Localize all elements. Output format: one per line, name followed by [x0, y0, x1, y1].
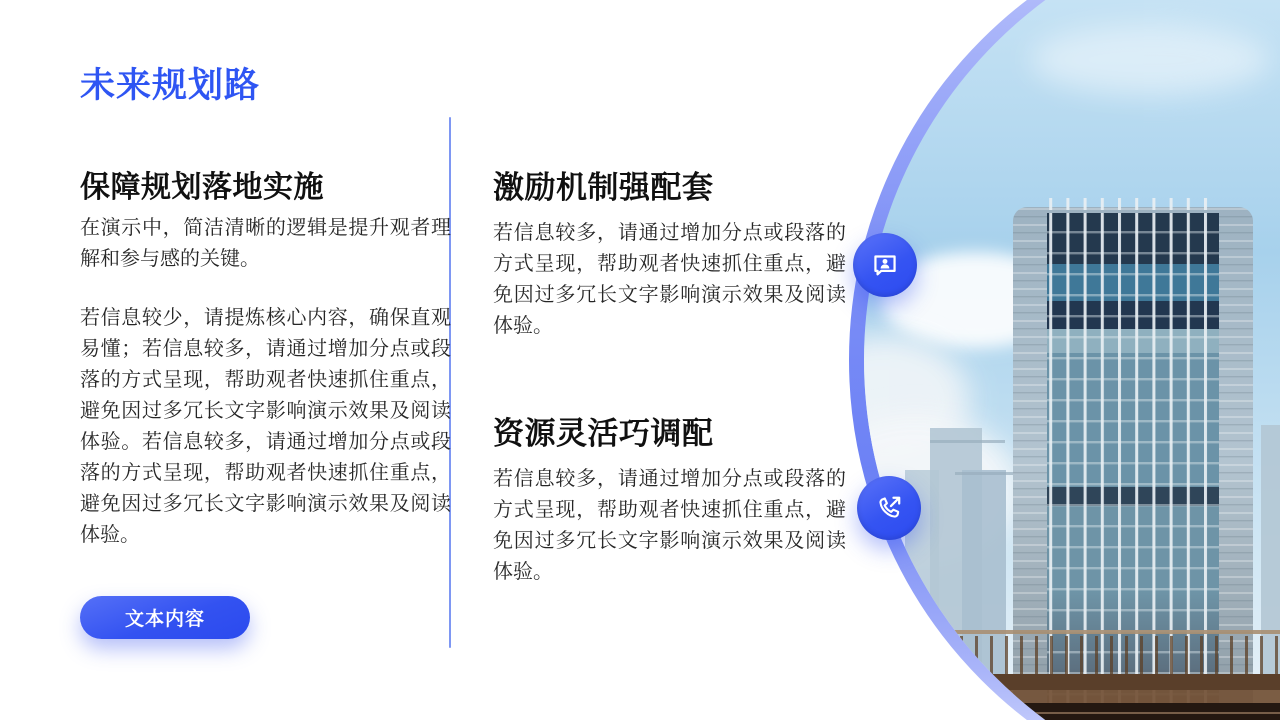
mid-section-1-body: 若信息较多，请通过增加分点或段落的方式呈现，帮助观者快速抓住重点，避免因过多冗长文字影响演示效果及阅读体验。 [493, 222, 846, 338]
text-content-button-label: 文本内容 [124, 609, 205, 630]
left-column [80, 168, 451, 551]
outgoing-call-button[interactable] [857, 476, 921, 540]
text-content-button[interactable] [80, 596, 250, 639]
mid-section-2-body: 若信息较多，请通过增加分点或段落的方式呈现，帮助观者快速抓住重点，避免因过多冗长文字影响演示效果及阅读体验。 [493, 468, 846, 584]
railing [840, 630, 1280, 720]
mid-section-1 [493, 168, 846, 342]
chat-contact-icon [868, 248, 902, 282]
left-paragraph-1: 在演示中，简洁清晰的逻辑是提升观者理解和参与感的关键。 [80, 217, 451, 270]
left-section-heading: 保障规划落地实施 [80, 171, 324, 204]
mid-section-2-heading: 资源灵活巧调配 [493, 416, 714, 451]
left-paragraph-2: 若信息较少，请提炼核心内容，确保直观易懂；若信息较多，请通过增加分点或段落的方式呈现，帮助观者快速抓住重点，避免因过多冗长文字影响演示效果及阅读体验。若信息较多，请通过增加分点或段落的方式呈现，帮助观者快速抓住重点，避免因过多冗长文字影响演示效果及阅读体验。 [80, 307, 451, 546]
outgoing-call-icon [872, 491, 906, 525]
chat-contact-button[interactable] [853, 233, 917, 297]
mid-section-2 [493, 414, 846, 588]
mid-section-1-heading: 激励机制强配套 [493, 170, 714, 205]
skyscraper-photo [800, 0, 1280, 720]
page-title: 未来规划路 [80, 66, 261, 105]
